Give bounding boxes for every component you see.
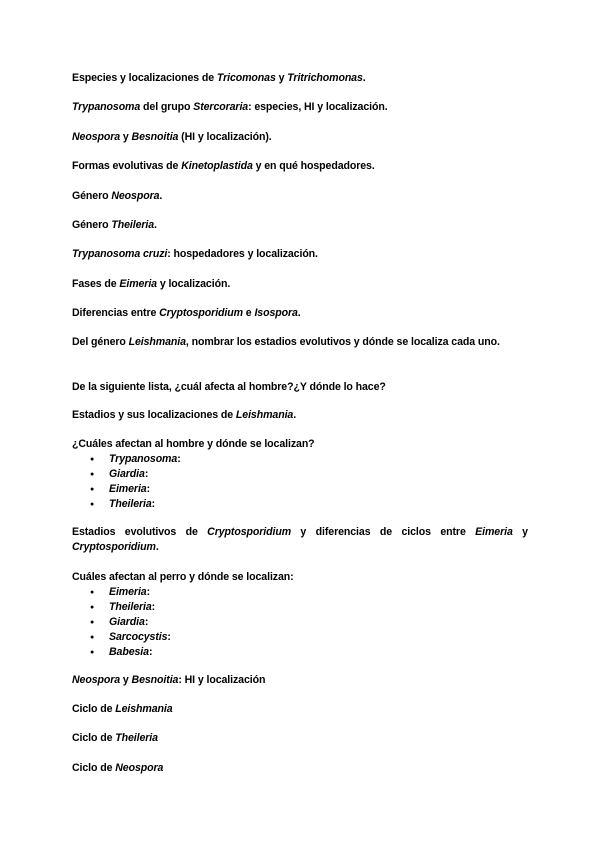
question-cryptosporidium-ciclos: Estadios evolutivos de Cryptosporidium y diferencias de ciclos entre Eimeria y Cryptosporidium. <box>72 526 528 553</box>
list-item: ● Giardia: <box>72 467 181 482</box>
list-item: ● Theileria: <box>72 497 181 512</box>
question-genero-theileria: Género Theileria. <box>72 219 157 231</box>
question-neospora-besnoitia: Neospora y Besnoitia (HI y localización). <box>72 131 272 143</box>
question-afectan-hombre-title: ¿Cuáles afectan al hombre y dónde se localizan? <box>72 438 315 450</box>
question-neospora-besnoitia-hi: Neospora y Besnoitia: HI y localización <box>72 674 266 686</box>
question-trypanosoma-cruzi: Trypanosoma cruzi: hospedadores y localización. <box>72 248 318 260</box>
question-cryptosporidium-isospora: Diferencias entre Cryptosporidium e Isospora. <box>72 307 301 319</box>
list-afectan-hombre <box>72 452 181 512</box>
question-genero-neospora: Género Neospora. <box>72 190 163 202</box>
list-item: ● Giardia: <box>72 615 171 630</box>
list-item: ● Sarcocystis: <box>72 630 171 645</box>
question-lista-hombre: De la siguiente lista, ¿cuál afecta al hombre?¿Y dónde lo hace? <box>72 381 386 393</box>
question-ciclo-leishmania: Ciclo de Leishmania <box>72 703 173 715</box>
question-fases-eimeria: Fases de Eimeria y localización. <box>72 278 231 290</box>
question-ciclo-theileria: Ciclo de Theileria <box>72 732 158 744</box>
list-item: ● Theileria: <box>72 600 171 615</box>
question-leishmania-estadios: Del género Leishmania, nombrar los estadios evolutivos y dónde se localiza cada uno. <box>72 336 500 348</box>
question-trypanosoma-stercoraria: Trypanosoma del grupo Stercoraria: especies, HI y localización. <box>72 101 388 113</box>
list-item: ● Eimeria: <box>72 482 181 497</box>
question-kinetoplastida: Formas evolutivas de Kinetoplastida y en qué hospedadores. <box>72 160 375 172</box>
list-item: ● Babesia: <box>72 645 171 660</box>
list-item: ● Eimeria: <box>72 585 171 600</box>
question-tricomonas: Especies y localizaciones de Tricomonas y Tritrichomonas. <box>72 72 366 84</box>
question-ciclo-neospora: Ciclo de Neospora <box>72 762 164 774</box>
question-estadios-leishmania: Estadios y sus localizaciones de Leishmania. <box>72 409 297 421</box>
list-item: ● Trypanosoma: <box>72 452 181 467</box>
question-afectan-perro-title: Cuáles afectan al perro y dónde se localizan: <box>72 571 294 583</box>
list-afectan-perro <box>72 585 171 660</box>
